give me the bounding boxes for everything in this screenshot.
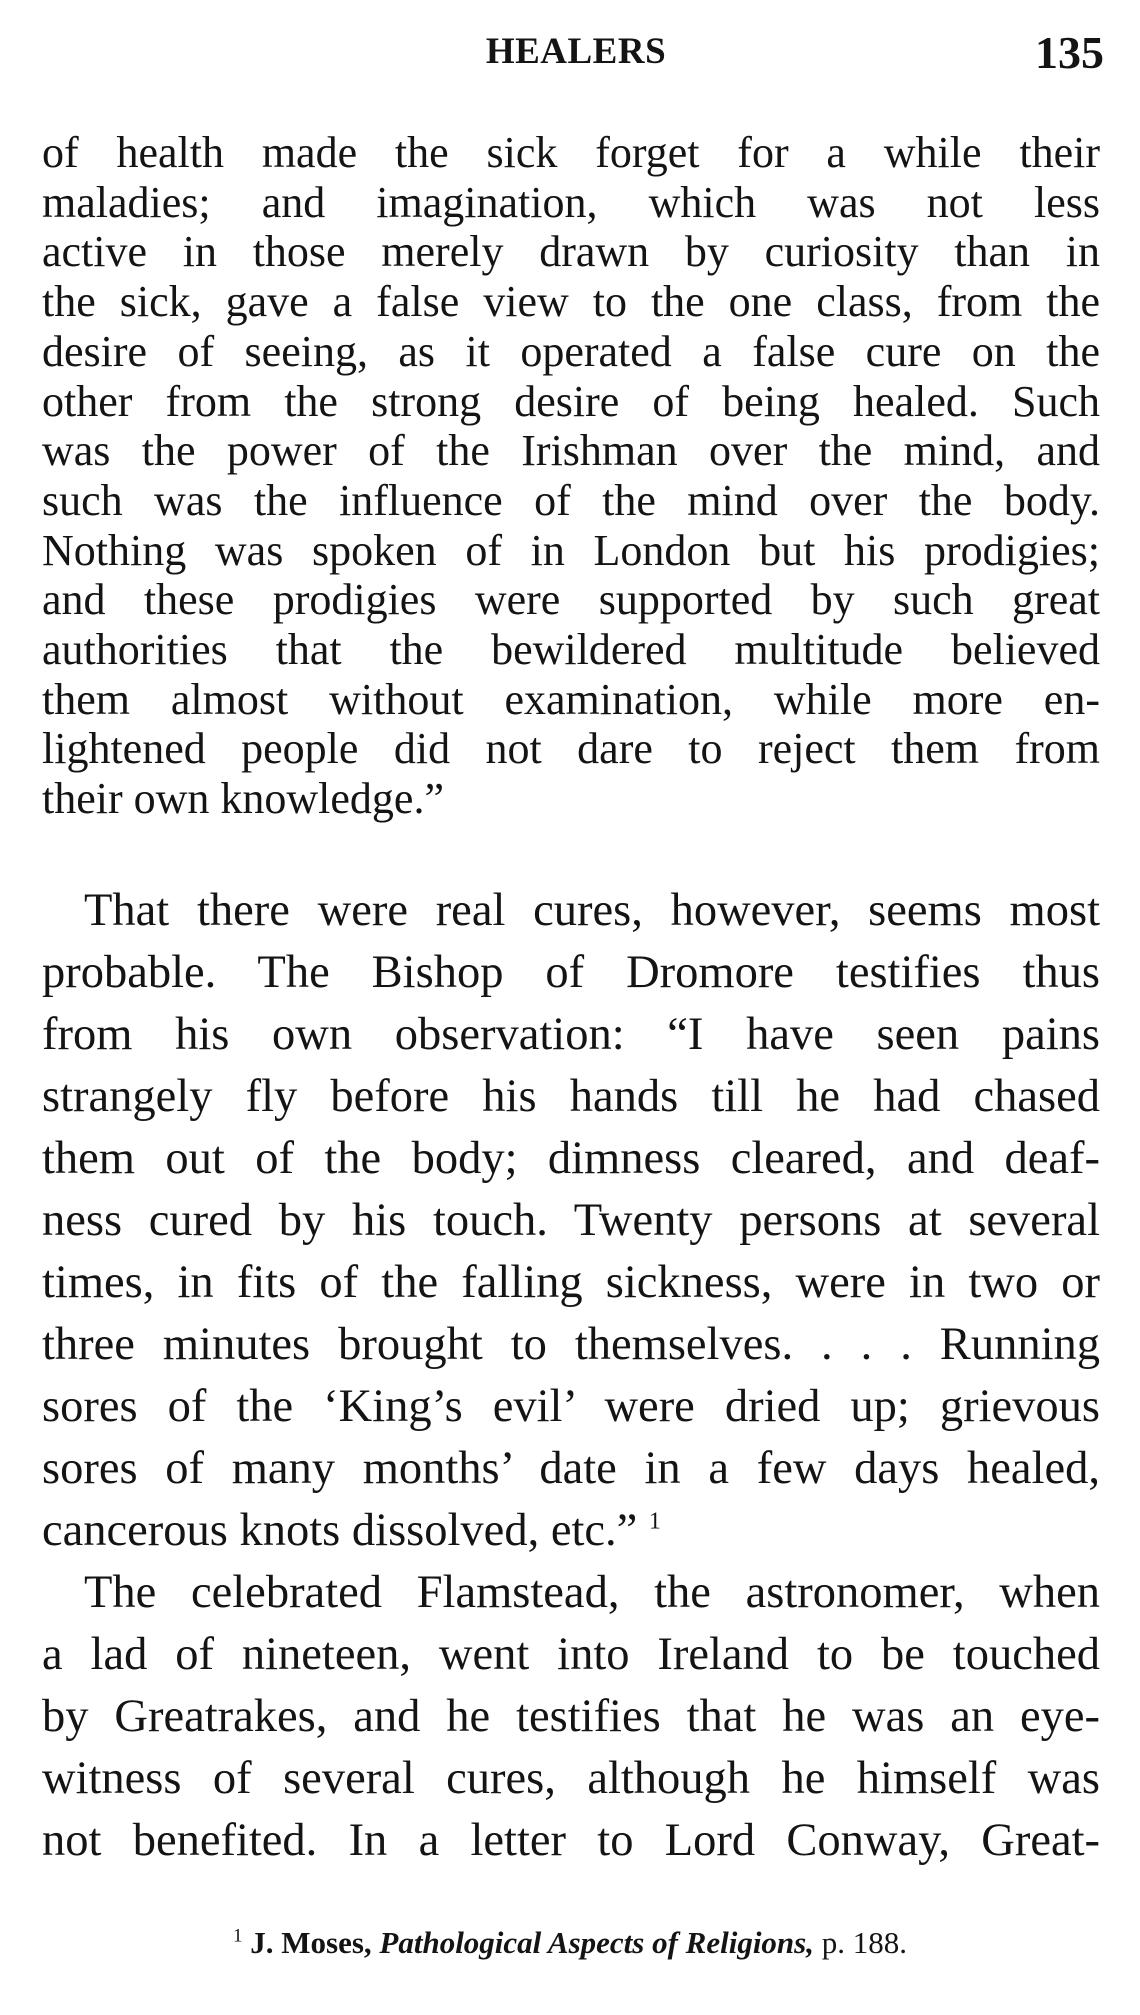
text-line: a lad of nineteen, went into Ireland to be touched <box>42 1629 1100 1680</box>
main-text <box>42 880 1100 1872</box>
text-line-with-footnote <box>42 1500 1100 1562</box>
text-line: was the power of the Irishman over the mind, and <box>42 426 1100 476</box>
text-line: witness of several cures, although he himself was <box>42 1753 1100 1804</box>
text-line: ness cured by his touch. Twenty persons at several <box>42 1195 1100 1246</box>
text-line: times, in fits of the falling sickness, were in two or <box>42 1257 1100 1308</box>
text-line: cancerous knots dissolved, etc.” <box>42 1505 638 1556</box>
text-line: them almost without examination, while more en- <box>42 674 1100 724</box>
text-line: maladies; and imagination, which was not less <box>42 177 1100 227</box>
text-line: the sick, gave a false view to the one class, from the <box>42 277 1100 327</box>
quote-continuation <box>42 128 1100 824</box>
text-line: their own knowledge.” <box>42 774 444 824</box>
text-line: sores of many months’ date in a few days healed, <box>42 1443 1100 1494</box>
text-line: strangely fly before his hands till he had chased <box>42 1071 1100 1122</box>
text-line: desire of seeing, as it operated a false cure on the <box>42 326 1100 376</box>
text-line: such was the influence of the mind over the body. <box>42 475 1100 525</box>
footnote-author: J. Moses, <box>250 1925 372 1960</box>
footnote-title: Pathological Aspects of Religions, <box>379 1925 814 1960</box>
text-line: lightened people did not dare to reject them from <box>42 724 1100 774</box>
text-line: active in those merely drawn by curiosity than in <box>42 227 1100 277</box>
paragraph-first-line: That there were real cures, however, seems most <box>84 885 1100 936</box>
text-line: Nothing was spoken of in London but his prodigies; <box>42 525 1100 575</box>
text-line: sores of the ‘King’s evil’ were dried up; grievous <box>42 1381 1100 1432</box>
footnote-number: 1 <box>233 1925 243 1947</box>
text-line: them out of the body; dimness cleared, and deaf- <box>42 1133 1100 1184</box>
footnote-reference: 1 <box>648 1508 661 1535</box>
text-line: and these prodigies were supported by such great <box>42 575 1100 625</box>
text-line: three minutes brought to themselves. . . . Running <box>42 1319 1100 1370</box>
footnote <box>0 1925 1140 1961</box>
running-title: HEALERS <box>485 31 667 72</box>
text-line: authorities that the bewildered multitude believed <box>42 625 1100 675</box>
text-line: of health made the sick forget for a while their <box>42 128 1100 177</box>
text-line: probable. The Bishop of Dromore testifies thus <box>42 947 1100 998</box>
text-line: other from the strong desire of being healed. Such <box>42 376 1100 426</box>
footnote-page: p. 188. <box>821 1925 907 1960</box>
running-header <box>48 27 1104 90</box>
text-line: from his own observation: “I have seen pains <box>42 1009 1100 1060</box>
text-line: not benefited. In a letter to Lord Conway, Great- <box>42 1815 1100 1866</box>
page-number: 135 <box>1035 27 1104 78</box>
paragraph-first-line: The celebrated Flamstead, the astronomer, when <box>84 1567 1100 1618</box>
text-line: by Greatrakes, and he testifies that he was an eye- <box>42 1691 1100 1742</box>
